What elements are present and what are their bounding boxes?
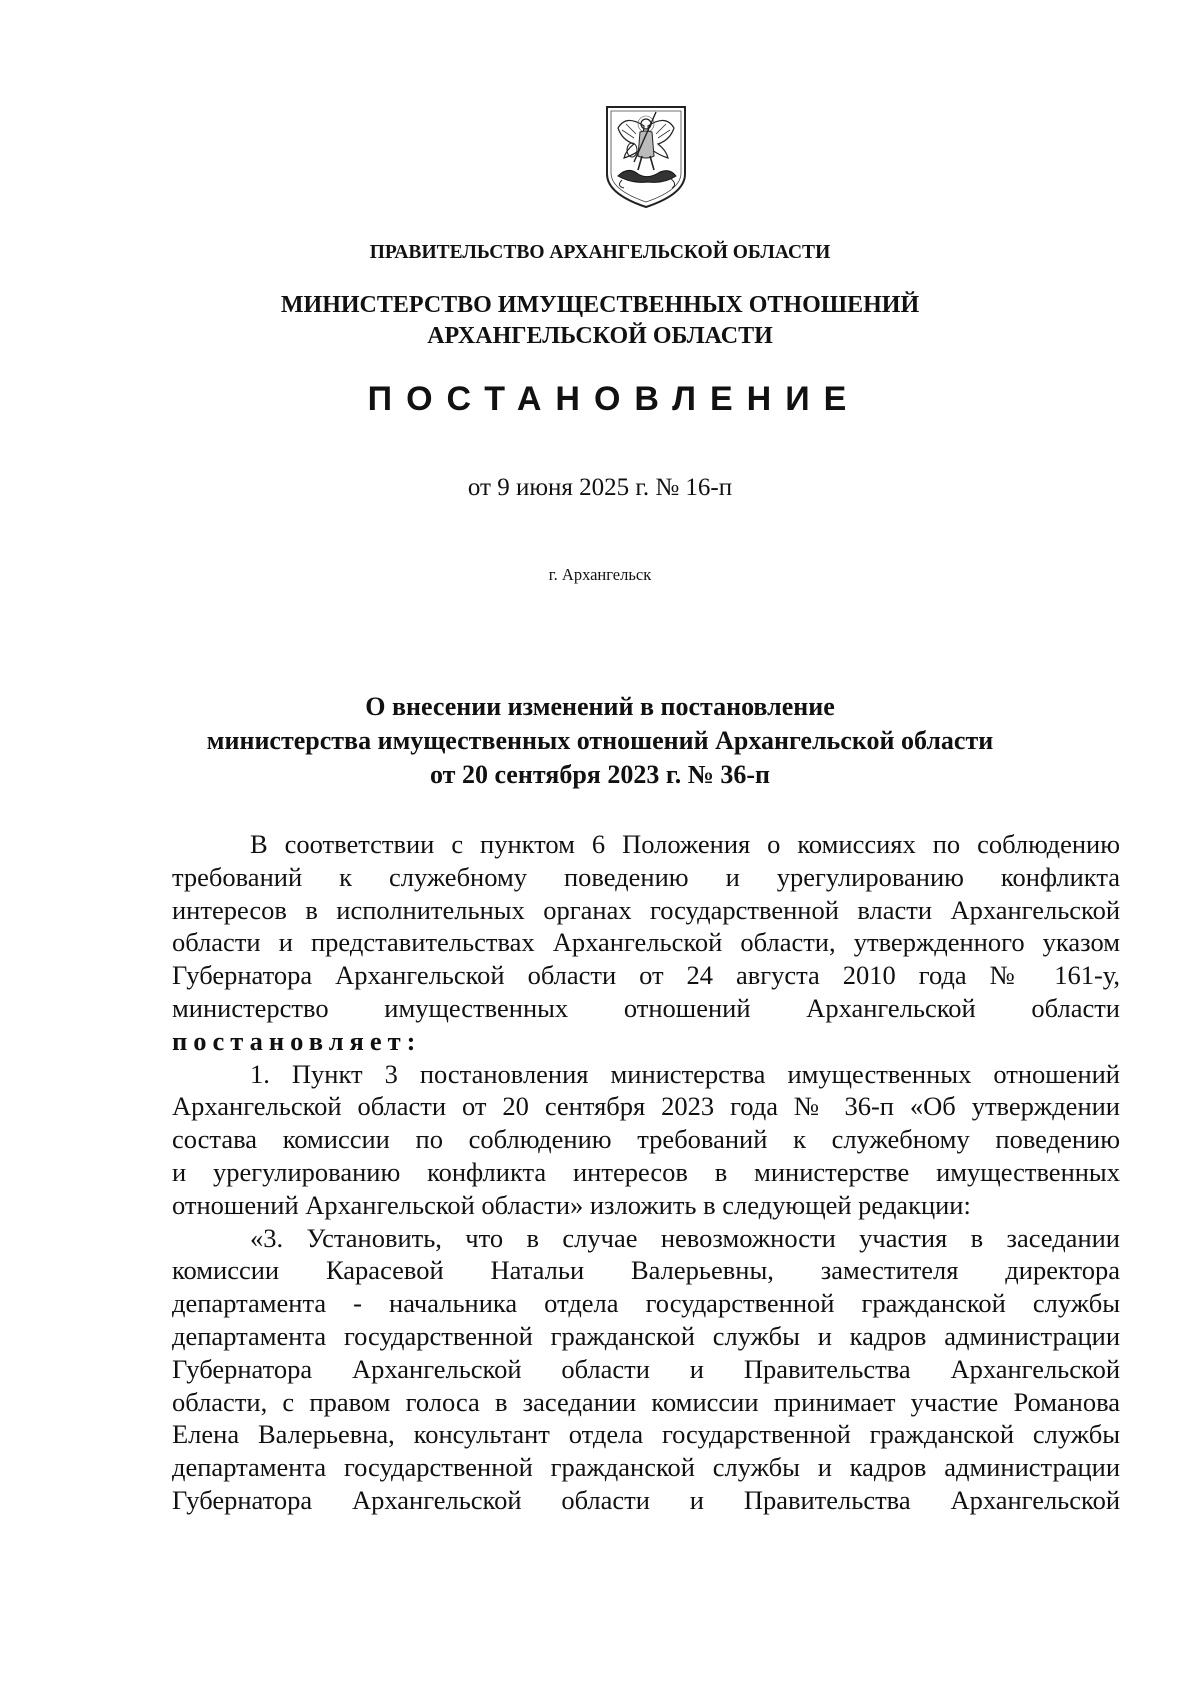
subject-line-1: О внесении изменений в постановление [365, 692, 835, 721]
text-line: области и представительствах Архангельской области, утвержденного указом [172, 927, 1120, 958]
document-body [172, 828, 1120, 1517]
text-line: «3. Установить, что в случае невозможности участия в заседании [250, 1222, 1120, 1253]
text-line: отношений Архангельской области» изложить в следующей редакции: [172, 1189, 971, 1220]
text-line: Губернатора Архангельской области и Правительства Архангельской [172, 1353, 1120, 1384]
text-line: В соответствии с пунктом 6 Положения о комиссиях по соблюдению [250, 829, 1120, 859]
paragraph-preamble [172, 828, 1120, 1058]
text-line: Архангельской области от 20 сентября 2023 года № 36-п «Об утверждении [172, 1091, 1120, 1122]
coat-of-arms-icon [604, 104, 688, 210]
text-line: интересов в исполнительных органах государственной власти Архангельской [172, 894, 1120, 925]
text-line: департамента государственной гражданской службы и кадров администрации [172, 1452, 1120, 1483]
text-line: Губернатора Архангельской области и Правительства Архангельской [172, 1484, 1120, 1515]
document-date-number: от 9 июня 2025 г. № 16-п [467, 474, 733, 501]
text-line: и урегулированию конфликта интересов в министерстве имущественных [172, 1156, 1120, 1187]
text-line: комиссии Карасевой Натальи Валерьевны, заместителя директора [172, 1255, 1120, 1286]
paragraph-item-1 [172, 1058, 1120, 1222]
text-line: министерство имущественных отношений Архангельской области [172, 992, 1120, 1023]
text-line: требований к служебному поведению и урегулированию конфликта [172, 861, 1120, 892]
document-subject [0, 690, 1200, 792]
decides-word: постановляет: [172, 1025, 422, 1056]
government-heading: ПРАВИТЕЛЬСТВО АРХАНГЕЛЬСКОЙ ОБЛАСТИ [369, 242, 831, 263]
text-line: состава комиссии по соблюдению требований к служебному поведению [172, 1124, 1120, 1155]
text-line: области, с правом голоса в заседании комиссии принимает участие Романова [172, 1386, 1120, 1417]
subject-line-3: от 20 сентября 2023 г. № 36-п [430, 760, 770, 789]
subject-line-2: министерства имущественных отношений Архангельской области [206, 726, 994, 755]
text-line: департамента - начальника отдела государственной гражданской службы [172, 1288, 1120, 1319]
ministry-heading [0, 290, 1200, 352]
text-line: 1. Пункт 3 постановления министерства имущественных отношений [250, 1058, 1120, 1089]
document-type-title: ПОСТАНОВЛЕНИЕ [367, 380, 861, 418]
text-line: департамента государственной гражданской службы и кадров администрации [172, 1320, 1120, 1351]
ministry-line-1: МИНИСТЕРСТВО ИМУЩЕСТВЕННЫХ ОТНОШЕНИЙ [280, 292, 920, 318]
text-line: Губернатора Архангельской области от 24 августа 2010 года № 161-у, [172, 960, 1120, 991]
text-line: Елена Валерьевна, консультант отдела государственной гражданской службы [172, 1419, 1120, 1450]
ministry-line-2: АРХАНГЕЛЬСКОЙ ОБЛАСТИ [427, 323, 773, 349]
document-city: г. Архангельск [548, 565, 652, 584]
paragraph-item-3-quote [172, 1222, 1120, 1517]
